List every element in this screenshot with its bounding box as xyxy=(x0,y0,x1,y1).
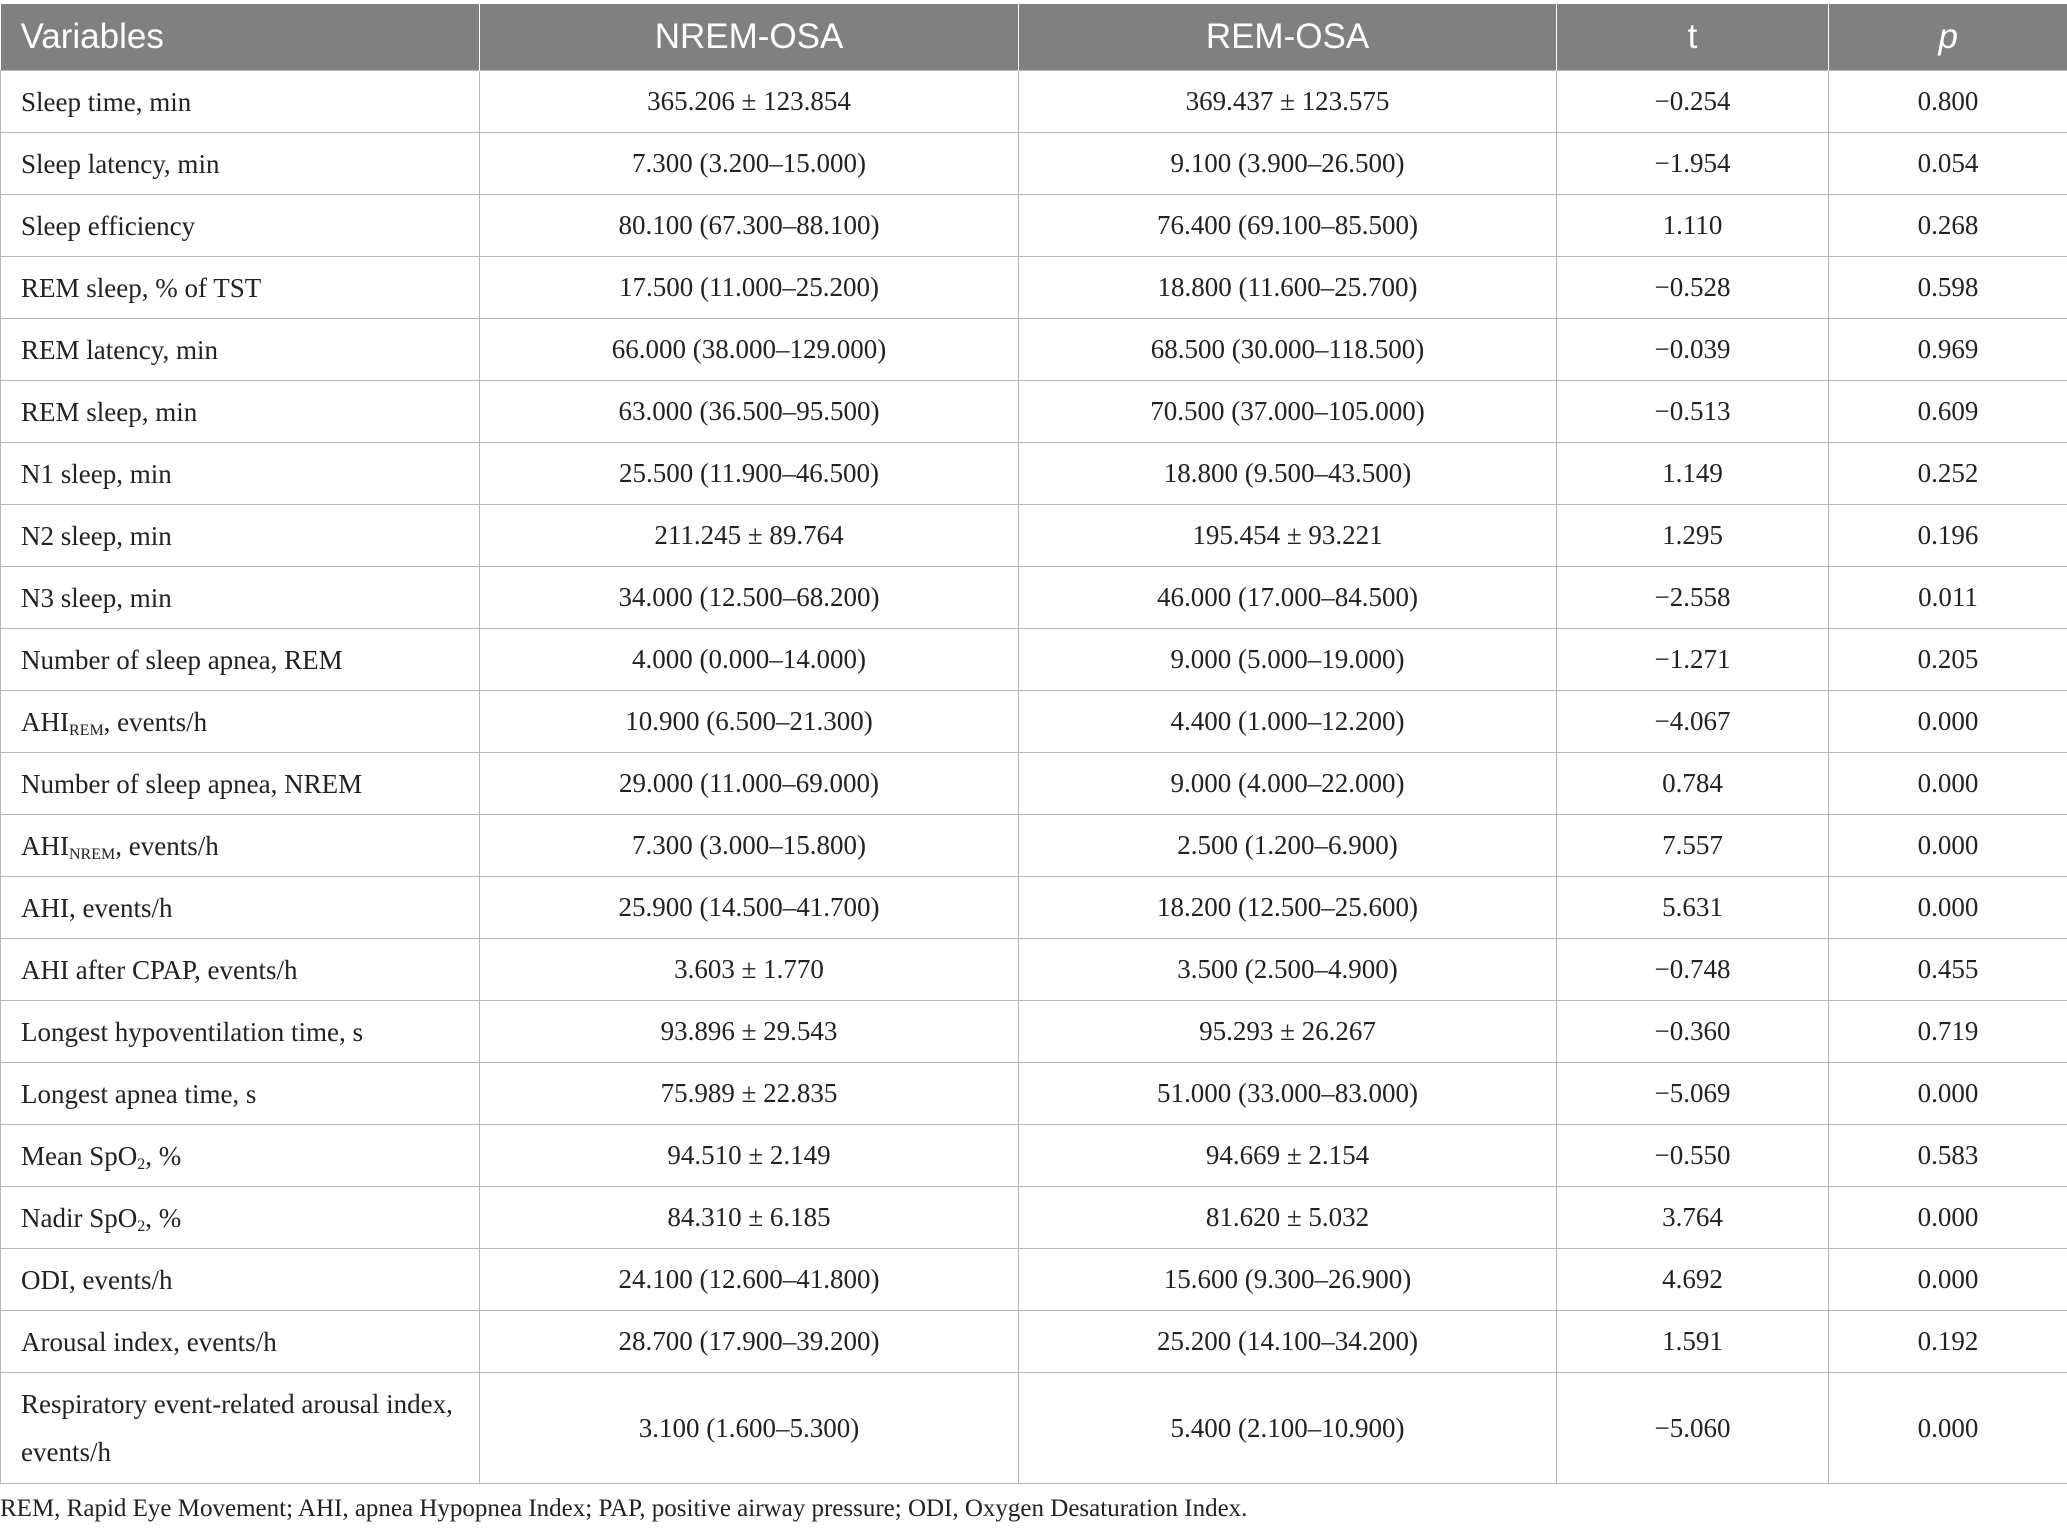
cell-p-value: 0.196 xyxy=(1829,505,2067,567)
cell-rem-osa: 3.500 (2.500–4.900) xyxy=(1019,939,1557,1001)
cell-nrem-osa: 75.989 ± 22.835 xyxy=(480,1063,1019,1125)
table-row xyxy=(1,1125,2067,1187)
cell-t-value: −0.550 xyxy=(1557,1125,1829,1187)
results-table xyxy=(0,4,2067,1484)
cell-p-value: 0.000 xyxy=(1829,877,2067,939)
cell-rem-osa: 81.620 ± 5.032 xyxy=(1019,1187,1557,1249)
cell-p-value: 0.455 xyxy=(1829,939,2067,1001)
table-row xyxy=(1,877,2067,939)
cell-variable: Sleep latency, min xyxy=(1,133,480,195)
table-row xyxy=(1,195,2067,257)
cell-p-value: 0.800 xyxy=(1829,71,2067,133)
cell-rem-osa: 18.200 (12.500–25.600) xyxy=(1019,877,1557,939)
table-row xyxy=(1,1187,2067,1249)
cell-t-value: 1.110 xyxy=(1557,195,1829,257)
cell-rem-osa: 9.100 (3.900–26.500) xyxy=(1019,133,1557,195)
cell-t-value: −0.039 xyxy=(1557,319,1829,381)
cell-variable: REM sleep, min xyxy=(1,381,480,443)
cell-rem-osa: 9.000 (5.000–19.000) xyxy=(1019,629,1557,691)
variable-subscript: 2 xyxy=(137,1155,146,1173)
table-row xyxy=(1,1311,2067,1373)
cell-variable: Longest apnea time, s xyxy=(1,1063,480,1125)
cell-t-value: 1.591 xyxy=(1557,1311,1829,1373)
cell-t-value: 1.149 xyxy=(1557,443,1829,505)
cell-p-value: 0.609 xyxy=(1829,381,2067,443)
cell-t-value: −0.513 xyxy=(1557,381,1829,443)
cell-rem-osa: 68.500 (30.000–118.500) xyxy=(1019,319,1557,381)
cell-p-value: 0.252 xyxy=(1829,443,2067,505)
cell-rem-osa: 9.000 (4.000–22.000) xyxy=(1019,753,1557,815)
cell-nrem-osa: 4.000 (0.000–14.000) xyxy=(480,629,1019,691)
variable-name: Mean SpO xyxy=(21,1140,138,1171)
cell-nrem-osa: 66.000 (38.000–129.000) xyxy=(480,319,1019,381)
table-row xyxy=(1,1063,2067,1125)
cell-nrem-osa: 94.510 ± 2.149 xyxy=(480,1125,1019,1187)
table-row xyxy=(1,629,2067,691)
cell-rem-osa: 76.400 (69.100–85.500) xyxy=(1019,195,1557,257)
cell-nrem-osa: 211.245 ± 89.764 xyxy=(480,505,1019,567)
cell-t-value: −2.558 xyxy=(1557,567,1829,629)
cell-rem-osa: 95.293 ± 26.267 xyxy=(1019,1001,1557,1063)
table-row xyxy=(1,753,2067,815)
cell-nrem-osa: 28.700 (17.900–39.200) xyxy=(480,1311,1019,1373)
table-row xyxy=(1,691,2067,753)
cell-variable xyxy=(1,815,480,877)
cell-nrem-osa: 17.500 (11.000–25.200) xyxy=(480,257,1019,319)
cell-rem-osa: 195.454 ± 93.221 xyxy=(1019,505,1557,567)
variable-unit: , events/h xyxy=(103,706,208,737)
variable-name: AHI xyxy=(21,830,69,861)
cell-p-value: 0.054 xyxy=(1829,133,2067,195)
table-row xyxy=(1,1249,2067,1311)
cell-nrem-osa: 3.603 ± 1.770 xyxy=(480,939,1019,1001)
header-nrem-osa: NREM-OSA xyxy=(480,4,1019,71)
cell-p-value: 0.000 xyxy=(1829,1373,2067,1484)
cell-t-value: 0.784 xyxy=(1557,753,1829,815)
cell-variable: Respiratory event-related arousal index, events/h xyxy=(1,1373,480,1484)
cell-nrem-osa: 34.000 (12.500–68.200) xyxy=(480,567,1019,629)
variable-name: AHI xyxy=(21,706,69,737)
cell-p-value: 0.969 xyxy=(1829,319,2067,381)
cell-nrem-osa: 25.900 (14.500–41.700) xyxy=(480,877,1019,939)
table-row xyxy=(1,815,2067,877)
table-header-row xyxy=(1,4,2067,71)
cell-t-value: −4.067 xyxy=(1557,691,1829,753)
cell-rem-osa: 18.800 (9.500–43.500) xyxy=(1019,443,1557,505)
cell-nrem-osa: 29.000 (11.000–69.000) xyxy=(480,753,1019,815)
variable-name: Nadir SpO xyxy=(21,1202,138,1233)
cell-t-value: 4.692 xyxy=(1557,1249,1829,1311)
table-footnote: REM, Rapid Eye Movement; AHI, apnea Hypopnea Index; PAP, positive airway pressure; ODI, Oxygen Desaturation Index. xyxy=(0,1495,1248,1522)
cell-variable: Number of sleep apnea, REM xyxy=(1,629,480,691)
table-row xyxy=(1,1001,2067,1063)
cell-rem-osa: 25.200 (14.100–34.200) xyxy=(1019,1311,1557,1373)
cell-t-value: −1.954 xyxy=(1557,133,1829,195)
cell-p-value: 0.000 xyxy=(1829,1063,2067,1125)
cell-variable: N2 sleep, min xyxy=(1,505,480,567)
cell-p-value: 0.000 xyxy=(1829,1187,2067,1249)
cell-t-value: −1.271 xyxy=(1557,629,1829,691)
variable-unit: , events/h xyxy=(115,830,219,861)
variable-subscript: 2 xyxy=(137,1217,146,1235)
cell-variable: N1 sleep, min xyxy=(1,443,480,505)
cell-variable: AHI after CPAP, events/h xyxy=(1,939,480,1001)
header-variables: Variables xyxy=(1,4,480,71)
cell-nrem-osa: 24.100 (12.600–41.800) xyxy=(480,1249,1019,1311)
variable-unit: , % xyxy=(145,1140,182,1171)
table-row xyxy=(1,319,2067,381)
cell-rem-osa: 4.400 (1.000–12.200) xyxy=(1019,691,1557,753)
cell-nrem-osa: 7.300 (3.200–15.000) xyxy=(480,133,1019,195)
cell-t-value: −0.748 xyxy=(1557,939,1829,1001)
table-row xyxy=(1,381,2067,443)
cell-variable xyxy=(1,1125,480,1187)
cell-rem-osa: 51.000 (33.000–83.000) xyxy=(1019,1063,1557,1125)
header-p-value xyxy=(1829,4,2067,71)
header-t-statistic: t xyxy=(1557,4,1829,71)
cell-variable: Sleep efficiency xyxy=(1,195,480,257)
cell-nrem-osa: 365.206 ± 123.854 xyxy=(480,71,1019,133)
cell-nrem-osa: 25.500 (11.900–46.500) xyxy=(480,443,1019,505)
cell-nrem-osa: 93.896 ± 29.543 xyxy=(480,1001,1019,1063)
cell-t-value: −0.360 xyxy=(1557,1001,1829,1063)
cell-nrem-osa: 63.000 (36.500–95.500) xyxy=(480,381,1019,443)
cell-rem-osa: 18.800 (11.600–25.700) xyxy=(1019,257,1557,319)
cell-t-value: 1.295 xyxy=(1557,505,1829,567)
cell-p-value: 0.192 xyxy=(1829,1311,2067,1373)
table-row xyxy=(1,1373,2067,1484)
table-row xyxy=(1,567,2067,629)
cell-variable: N3 sleep, min xyxy=(1,567,480,629)
cell-variable: Arousal index, events/h xyxy=(1,1311,480,1373)
cell-variable: AHI, events/h xyxy=(1,877,480,939)
cell-rem-osa: 369.437 ± 123.575 xyxy=(1019,71,1557,133)
cell-rem-osa: 94.669 ± 2.154 xyxy=(1019,1125,1557,1187)
cell-t-value: −0.254 xyxy=(1557,71,1829,133)
table-row xyxy=(1,257,2067,319)
cell-p-value: 0.205 xyxy=(1829,629,2067,691)
cell-rem-osa: 70.500 (37.000–105.000) xyxy=(1019,381,1557,443)
cell-p-value: 0.583 xyxy=(1829,1125,2067,1187)
table-row xyxy=(1,939,2067,1001)
table-row xyxy=(1,505,2067,567)
table-row xyxy=(1,133,2067,195)
results-table-container xyxy=(0,4,2067,1484)
cell-nrem-osa: 10.900 (6.500–21.300) xyxy=(480,691,1019,753)
cell-t-value: 5.631 xyxy=(1557,877,1829,939)
cell-variable xyxy=(1,691,480,753)
cell-nrem-osa: 80.100 (67.300–88.100) xyxy=(480,195,1019,257)
variable-subscript: NREM xyxy=(69,845,116,863)
cell-t-value: −5.060 xyxy=(1557,1373,1829,1484)
table-row xyxy=(1,443,2067,505)
cell-p-value: 0.598 xyxy=(1829,257,2067,319)
cell-p-value: 0.000 xyxy=(1829,691,2067,753)
variable-unit: , % xyxy=(145,1202,182,1233)
cell-p-value: 0.719 xyxy=(1829,1001,2067,1063)
cell-variable: Number of sleep apnea, NREM xyxy=(1,753,480,815)
cell-p-value: 0.268 xyxy=(1829,195,2067,257)
cell-rem-osa: 5.400 (2.100–10.900) xyxy=(1019,1373,1557,1484)
cell-p-value: 0.011 xyxy=(1829,567,2067,629)
table-body xyxy=(1,71,2067,1484)
cell-nrem-osa: 3.100 (1.600–5.300) xyxy=(480,1373,1019,1484)
cell-p-value: 0.000 xyxy=(1829,1249,2067,1311)
cell-p-value: 0.000 xyxy=(1829,753,2067,815)
cell-nrem-osa: 7.300 (3.000–15.800) xyxy=(480,815,1019,877)
cell-t-value: −0.528 xyxy=(1557,257,1829,319)
variable-subscript: REM xyxy=(69,721,104,739)
header-p-label: p xyxy=(1938,17,1958,56)
cell-variable xyxy=(1,1187,480,1249)
cell-variable: ODI, events/h xyxy=(1,1249,480,1311)
cell-rem-osa: 15.600 (9.300–26.900) xyxy=(1019,1249,1557,1311)
cell-rem-osa: 2.500 (1.200–6.900) xyxy=(1019,815,1557,877)
cell-variable: Sleep time, min xyxy=(1,71,480,133)
cell-t-value: −5.069 xyxy=(1557,1063,1829,1125)
cell-t-value: 3.764 xyxy=(1557,1187,1829,1249)
table-row xyxy=(1,71,2067,133)
cell-nrem-osa: 84.310 ± 6.185 xyxy=(480,1187,1019,1249)
cell-p-value: 0.000 xyxy=(1829,815,2067,877)
cell-variable: REM latency, min xyxy=(1,319,480,381)
cell-t-value: 7.557 xyxy=(1557,815,1829,877)
cell-variable: Longest hypoventilation time, s xyxy=(1,1001,480,1063)
header-rem-osa: REM-OSA xyxy=(1019,4,1557,71)
cell-variable: REM sleep, % of TST xyxy=(1,257,480,319)
cell-rem-osa: 46.000 (17.000–84.500) xyxy=(1019,567,1557,629)
